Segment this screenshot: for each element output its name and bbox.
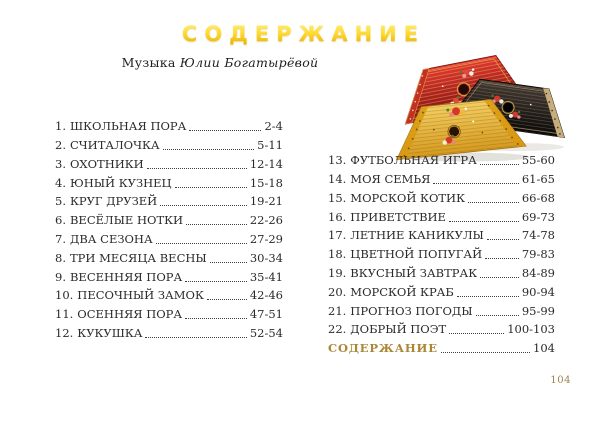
toc-row bbox=[55, 117, 283, 136]
toc-row bbox=[328, 264, 555, 283]
dot-leader bbox=[476, 315, 519, 316]
toc-row bbox=[328, 283, 555, 302]
dot-leader bbox=[480, 277, 519, 278]
toc-entry-pages: 19-21 bbox=[249, 194, 283, 209]
dot-leader bbox=[185, 281, 247, 282]
toc-entry-title: 3. ОХОТНИКИ bbox=[55, 156, 144, 171]
toc-entry-pages: 84-89 bbox=[521, 266, 555, 281]
toc-entry-pages: 12-14 bbox=[249, 156, 283, 171]
toc-left-column bbox=[55, 117, 283, 343]
toc-row bbox=[328, 320, 555, 339]
toc-entry-title: 15. МОРСКОЙ КОТИК bbox=[328, 190, 465, 205]
dot-leader bbox=[480, 164, 519, 165]
toc-entry-title: 5. КРУГ ДРУЗЕЙ bbox=[55, 194, 158, 209]
toc-entry-pages: 66-68 bbox=[521, 190, 555, 205]
dot-leader bbox=[207, 299, 247, 300]
toc-row bbox=[55, 286, 283, 305]
dot-leader bbox=[468, 202, 519, 203]
toc-entry-pages: 47-51 bbox=[249, 307, 283, 322]
toc-row bbox=[328, 207, 555, 226]
toc-entry-pages: 74-78 bbox=[521, 228, 555, 243]
toc-entry-title: 20. МОРСКОЙ КРАБ bbox=[328, 284, 454, 299]
toc-row bbox=[328, 226, 555, 245]
toc-row bbox=[55, 173, 283, 192]
toc-entry-title: 19. ВКУСНЫЙ ЗАВТРАК bbox=[328, 266, 478, 281]
toc-entry-pages: 90-94 bbox=[521, 284, 555, 299]
dot-leader bbox=[175, 187, 247, 188]
toc-row bbox=[55, 211, 283, 230]
toc-entry-pages: 52-54 bbox=[249, 326, 283, 341]
toc-row bbox=[55, 305, 283, 324]
toc-row bbox=[328, 301, 555, 320]
toc-entry-title: 22. ДОБРЫЙ ПОЭТ bbox=[328, 322, 447, 337]
toc-entry-pages: 15-18 bbox=[249, 175, 283, 190]
page-title: СОДЕРЖАНИЕ bbox=[0, 22, 600, 46]
gusli-illustration bbox=[386, 50, 570, 164]
toc-entry-pages: 42-46 bbox=[249, 288, 283, 303]
dot-leader bbox=[441, 352, 530, 353]
toc-row bbox=[328, 339, 555, 358]
toc-row bbox=[55, 136, 283, 155]
dot-leader bbox=[449, 221, 519, 222]
toc-entry-title: 6. ВЕСЁЛЫЕ НОТКИ bbox=[55, 213, 184, 228]
toc-entry-title: 21. ПРОГНОЗ ПОГОДЫ bbox=[328, 303, 473, 318]
toc-row bbox=[328, 245, 555, 264]
toc-row bbox=[328, 151, 555, 170]
dot-leader bbox=[145, 337, 246, 338]
toc-entry-title: 18. ЦВЕТНОЙ ПОПУГАЙ bbox=[328, 247, 483, 262]
toc-entry-pages: 2-4 bbox=[264, 119, 283, 134]
toc-row bbox=[328, 189, 555, 208]
toc-entry-pages: 27-29 bbox=[249, 232, 283, 247]
dot-leader bbox=[449, 333, 504, 334]
toc-row bbox=[55, 230, 283, 249]
toc-entry-title: 14. МОЯ СЕМЬЯ bbox=[328, 172, 431, 187]
toc-entry-title: 9. ВЕСЕННЯЯ ПОРА bbox=[55, 269, 183, 284]
toc-entry-title: 12. КУКУШКА bbox=[55, 326, 143, 341]
toc-entry-pages: 5-11 bbox=[257, 138, 283, 153]
dot-leader bbox=[163, 149, 255, 150]
toc-entry-pages: 55-60 bbox=[521, 153, 555, 168]
subtitle-author: Юлии Богатырёвой bbox=[179, 55, 319, 70]
toc-entry-title: 16. ПРИВЕТСТВИЕ bbox=[328, 209, 446, 224]
toc-entry-pages: 61-65 bbox=[521, 172, 555, 187]
toc-right-column bbox=[328, 151, 555, 358]
dot-leader bbox=[156, 243, 247, 244]
dot-leader bbox=[210, 262, 247, 263]
dot-leader bbox=[487, 239, 519, 240]
dot-leader bbox=[457, 296, 519, 297]
dot-leader bbox=[189, 130, 261, 131]
dot-leader bbox=[160, 205, 247, 206]
toc-entry-pages: 22-26 bbox=[249, 213, 283, 228]
toc-entry-pages: 104 bbox=[533, 341, 555, 356]
dot-leader bbox=[185, 318, 247, 319]
toc-entry-title: 17. ЛЕТНИЕ КАНИКУЛЫ bbox=[328, 228, 484, 243]
toc-entry-pages: 69-73 bbox=[521, 209, 555, 224]
toc-entry-title: 2. СЧИТАЛОЧКА bbox=[55, 138, 160, 153]
toc-row bbox=[55, 155, 283, 174]
toc-entry-title: 1. ШКОЛЬНАЯ ПОРА bbox=[55, 119, 187, 134]
dot-leader bbox=[147, 168, 247, 169]
toc-entry-pages: 30-34 bbox=[249, 250, 283, 265]
toc-entry-title: 7. ДВА СЕЗОНА bbox=[55, 232, 153, 247]
toc-entry-title: 8. ТРИ МЕСЯЦА ВЕСНЫ bbox=[55, 250, 207, 265]
toc-entry-pages: 35-41 bbox=[249, 269, 283, 284]
dot-leader bbox=[186, 224, 247, 225]
toc-row bbox=[328, 170, 555, 189]
toc-row bbox=[55, 192, 283, 211]
toc-entry-title: 11. ОСЕННЯЯ ПОРА bbox=[55, 307, 183, 322]
toc-entry-pages: 95-99 bbox=[521, 303, 555, 318]
dot-leader bbox=[433, 183, 518, 184]
toc-entry-title: СОДЕРЖАНИЕ bbox=[328, 341, 438, 356]
toc-entry-title: 13. ФУТБОЛЬНАЯ ИГРА bbox=[328, 153, 477, 168]
toc-entry-title: 10. ПЕСОЧНЫЙ ЗАМОК bbox=[55, 288, 204, 303]
toc-entry-title: 4. ЮНЫЙ КУЗНЕЦ bbox=[55, 175, 172, 190]
toc-entry-pages: 100-103 bbox=[507, 322, 555, 337]
dot-leader bbox=[485, 258, 519, 259]
page-number: 104 bbox=[550, 375, 571, 386]
subtitle-prefix: Музыка bbox=[121, 55, 180, 70]
toc-row bbox=[55, 249, 283, 268]
toc-row bbox=[55, 267, 283, 286]
toc-entry-pages: 79-83 bbox=[521, 247, 555, 262]
toc-row bbox=[55, 324, 283, 343]
